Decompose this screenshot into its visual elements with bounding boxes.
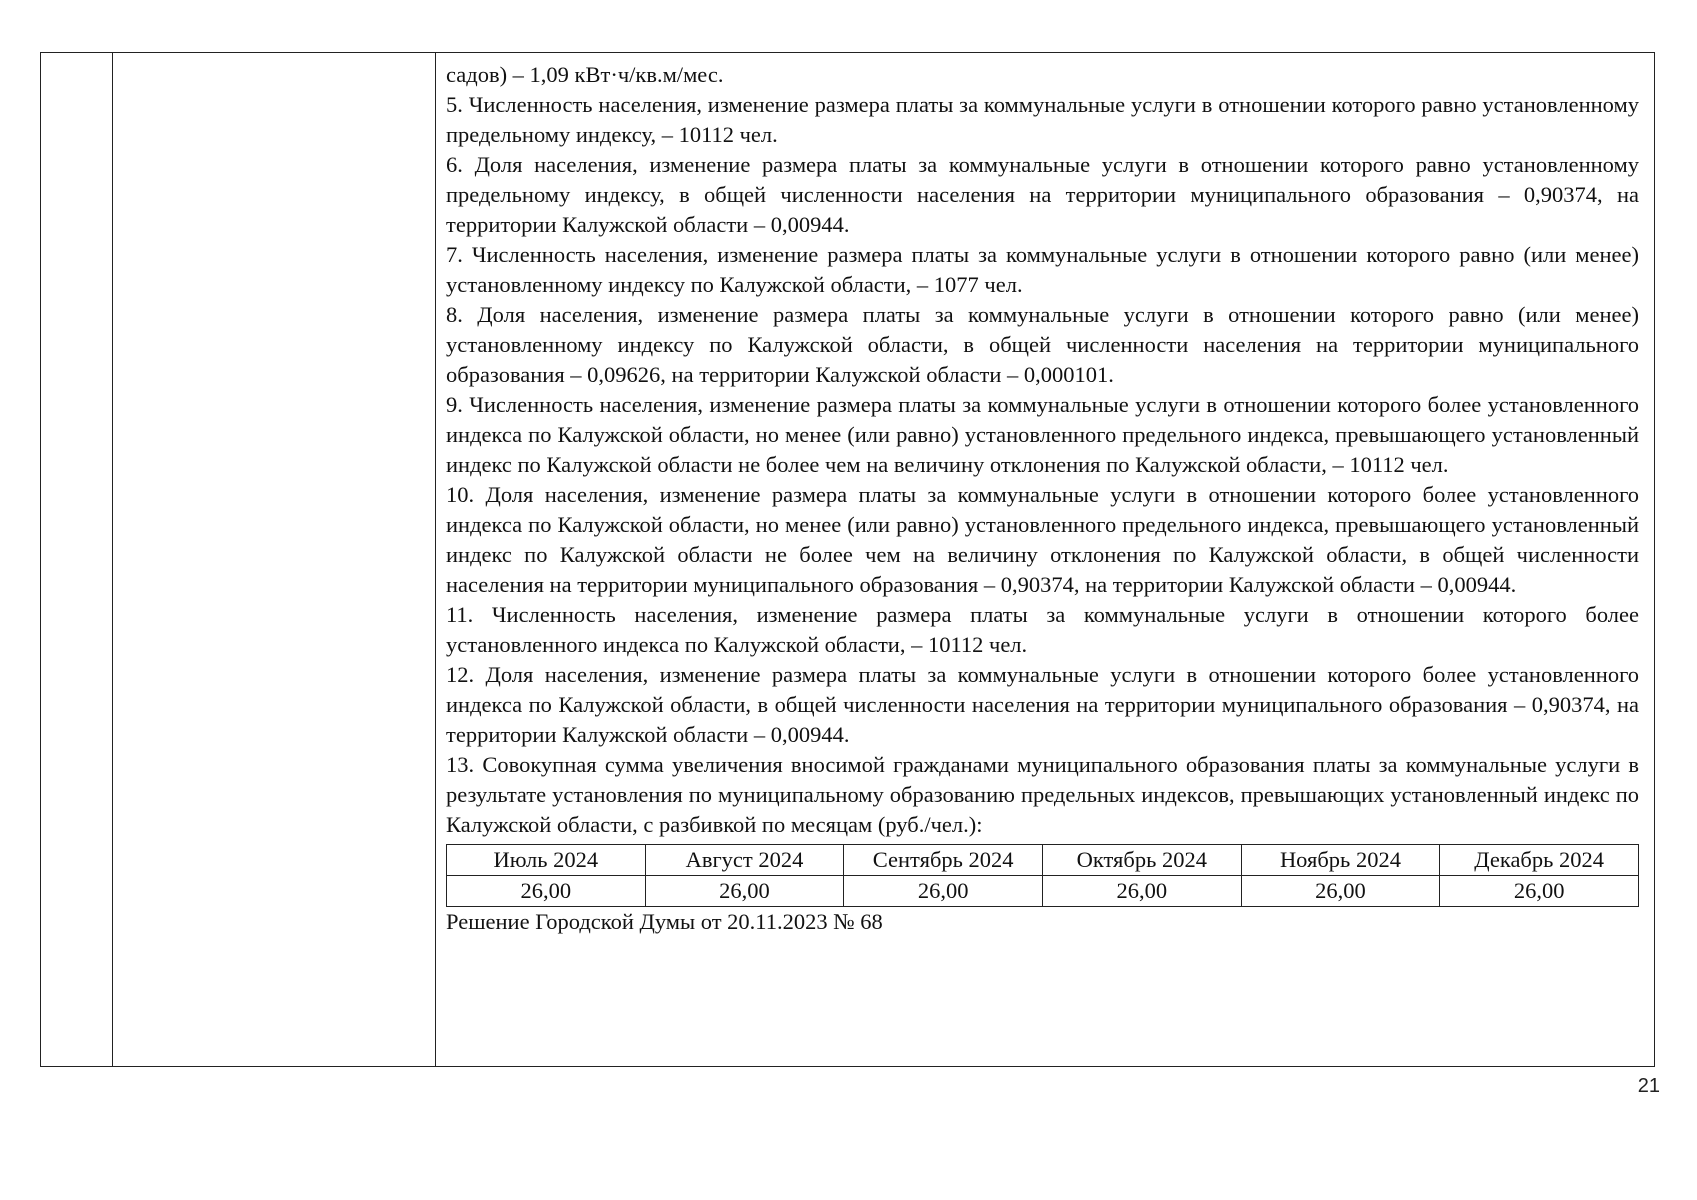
table-value-row: [447, 876, 1639, 907]
value-cell-july: 26,00: [447, 876, 646, 907]
paragraph-item-8: 8. Доля населения, изменение размера платы за коммунальные услуги в отношении которого равно (или менее) установленному индексу по Калужской области, в общей численности населения на территории муниципального образования – 0,09626, на территории Калужской области – 0,000101.: [446, 302, 1639, 387]
paragraph-item-6: 6. Доля населения, изменение размера платы за коммунальные услуги в отношении которого равно установленному предельному индексу, в общей численности населения на территории муниципального образования – 0,90374, на территории Калужской области – 0,00944.: [446, 152, 1639, 237]
value-cell-august: 26,00: [645, 876, 844, 907]
value-cell-september: 26,00: [844, 876, 1043, 907]
paragraph-item-11: 11. Численность населения, изменение размера платы за коммунальные услуги в отношении которого более установленного индекса по Калужской области, – 10112 чел.: [446, 602, 1639, 657]
paragraph-item-12: 12. Доля населения, изменение размера платы за коммунальные услуги в отношении которого более установленного индекса по Калужской области, в общей численности населения на территории муниципального образования – 0,90374, на территории Калужской области – 0,00944.: [446, 662, 1639, 747]
header-cell-october: Октябрь 2024: [1042, 845, 1241, 876]
header-cell-august: Август 2024: [645, 845, 844, 876]
page-number: 21: [1637, 1075, 1660, 1097]
paragraph-item-13: 13. Совокупная сумма увеличения вносимой гражданами муниципального образования платы за коммунальные услуги в результате установления по муниципальному образованию предельных индексов, превышающих установленный индекс по Калужской области, с разбивкой по месяцам (руб./чел.):: [446, 752, 1639, 837]
column-divider-2: [435, 52, 436, 1067]
header-cell-december: Декабрь 2024: [1440, 845, 1639, 876]
paragraph-item-7: 7. Численность населения, изменение размера платы за коммунальные услуги в отношении которого равно (или менее) установленному индексу по Калужской области, – 1077 чел.: [446, 242, 1639, 297]
paragraph-continuation: садов) – 1,09 кВт·ч/кв.м/мес.: [446, 62, 724, 87]
table-cell-content: [446, 60, 1639, 937]
decision-reference: Решение Городской Думы от 20.11.2023 № 68: [446, 909, 883, 934]
value-cell-october: 26,00: [1042, 876, 1241, 907]
column-divider-1: [112, 52, 113, 1067]
header-cell-november: Ноябрь 2024: [1241, 845, 1440, 876]
header-cell-september: Сентябрь 2024: [844, 845, 1043, 876]
table-header-row: [447, 845, 1639, 876]
paragraph-item-9: 9. Численность населения, изменение размера платы за коммунальные услуги в отношении которого более установленного индекса по Калужской области, но менее (или равно) установленного предельного индекса, превышающего установленный индекс по Калужской области не более чем на величину отклонения по Калужской области, – 10112 чел.: [446, 392, 1639, 477]
paragraph-item-5: 5. Численность населения, изменение размера платы за коммунальные услуги в отношении которого равно установленному предельному индексу, – 10112 чел.: [446, 92, 1639, 147]
monthly-amounts-table: [446, 844, 1639, 907]
header-cell-july: Июль 2024: [447, 845, 646, 876]
value-cell-december: 26,00: [1440, 876, 1639, 907]
paragraph-item-10: 10. Доля населения, изменение размера платы за коммунальные услуги в отношении которого более установленного индекса по Калужской области, но менее (или равно) установленного предельного индекса, превышающего установленный индекс по Калужской области не более чем на величину отклонения по Калужской области, в общей численности населения на территории муниципального образования – 0,90374, на территории Калужской области – 0,00944.: [446, 482, 1639, 597]
value-cell-november: 26,00: [1241, 876, 1440, 907]
